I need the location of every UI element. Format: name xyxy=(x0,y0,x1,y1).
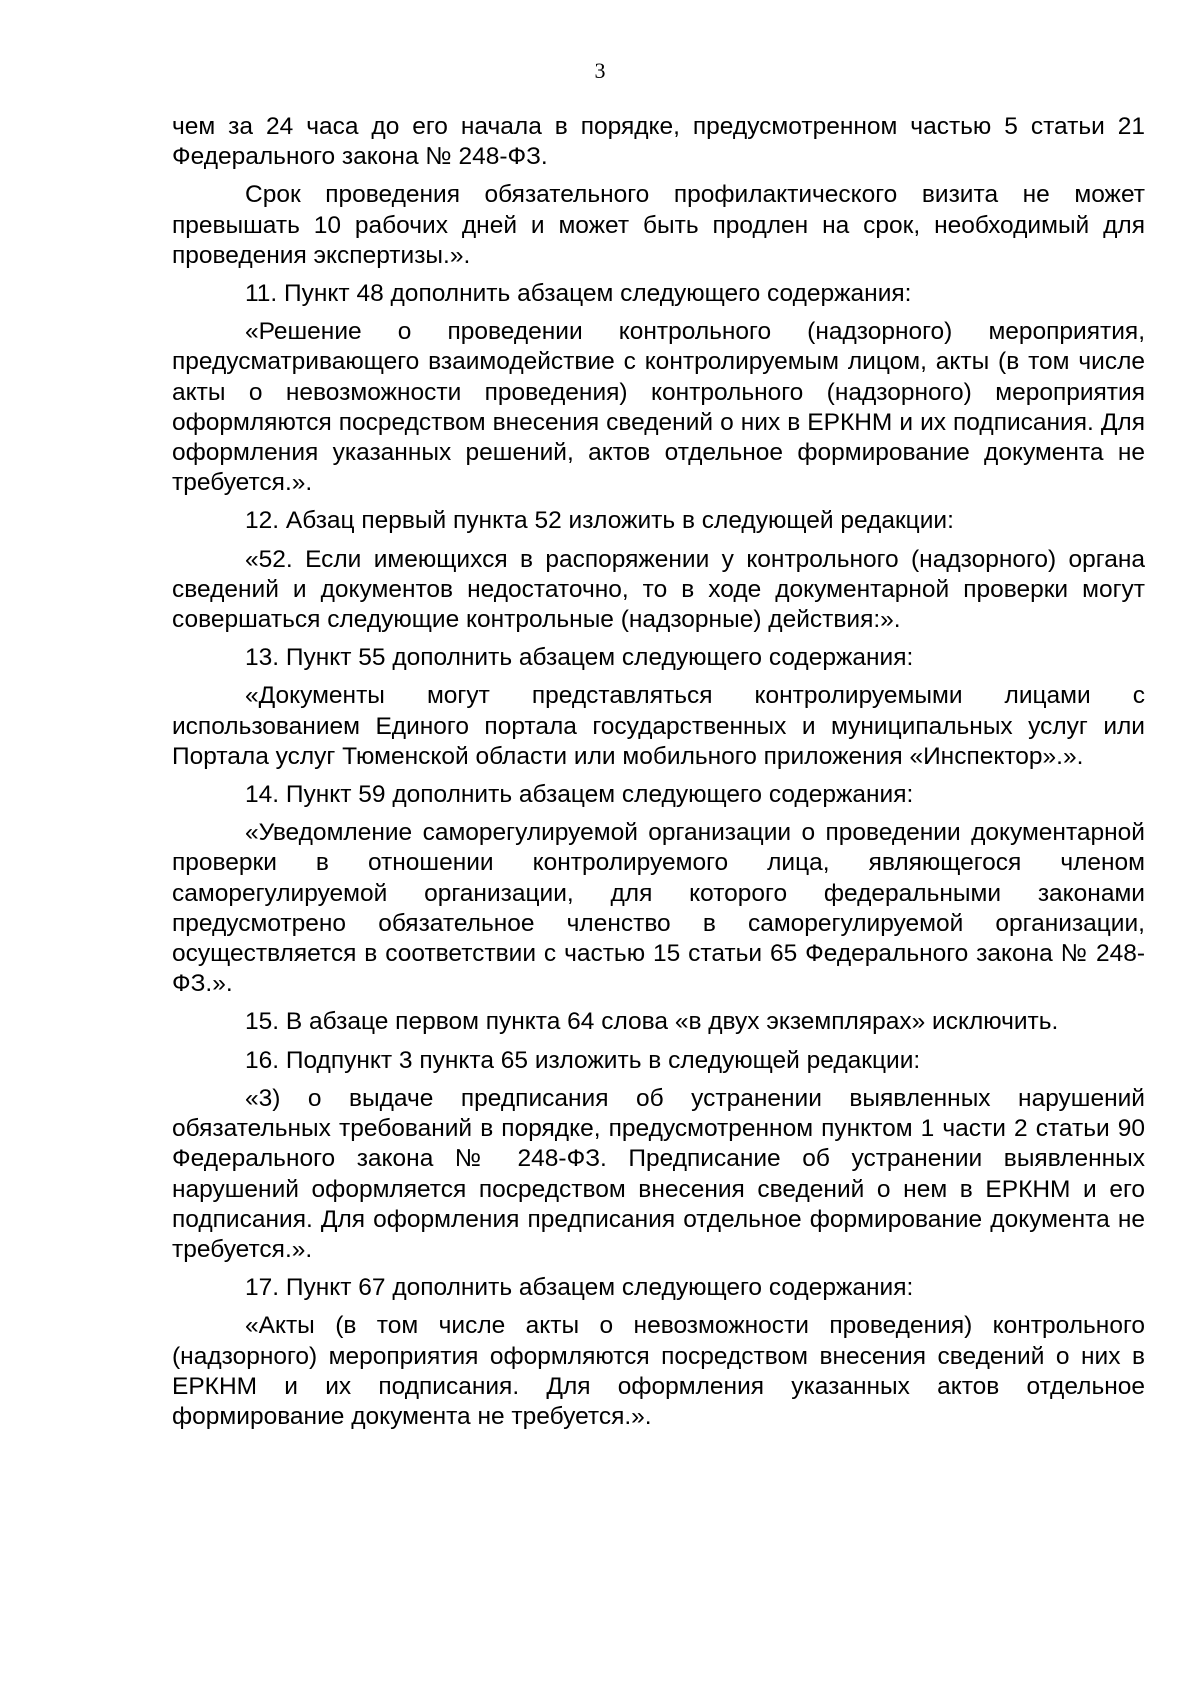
paragraph-item-13-text: «Документы могут представляться контролируемыми лицами с использованием Единого портала государственных и муниципальных услуг или Портала услуг Тюменской области или мобильного приложения «Инспектор».». xyxy=(172,682,1145,770)
paragraph-item-11: 11. Пункт 48 дополнить абзацем следующего содержания: xyxy=(245,280,912,308)
paragraph-item-12: 12. Абзац первый пункта 52 изложить в следующей редакции: xyxy=(245,507,954,535)
document-body xyxy=(172,112,1145,1440)
page-number: 3 xyxy=(594,58,606,83)
paragraph-item-17: 17. Пункт 67 дополнить абзацем следующего содержания: xyxy=(245,1274,914,1302)
paragraph-item-14: 14. Пункт 59 дополнить абзацем следующего содержания: xyxy=(245,781,914,809)
paragraph-item-13: 13. Пункт 55 дополнить абзацем следующего содержания: xyxy=(245,644,914,672)
paragraph-item-11-text: «Решение о проведении контрольного (надзорного) мероприятия, предусматривающего взаимодействие с контролируемым лицом, акты (в том числе акты о невозможности проведения) контрольного (надзорного) мероприятия оформляются посредством внесения сведений о них в ЕРКНМ и их подписания. Для оформления указанных решений, актов отдельное формирование документа не требуется.». xyxy=(172,318,1145,497)
paragraph-item-12-text: «52. Если имеющихся в распоряжении у контрольного (надзорного) органа сведений и документов недостаточно, то в ходе документарной проверки могут совершаться следующие контрольные (надзорные) действия:». xyxy=(172,545,1145,634)
paragraph-item-17-text: «Акты (в том числе акты о невозможности проведения) контрольного (надзорного) мероприятия оформляются посредством внесения сведений о них в ЕРКНМ и их подписания. Для оформления указанных актов отдельное формирование документа не требуется.». xyxy=(172,1312,1145,1430)
paragraph-item-16-text: «3) о выдаче предписания об устранении выявленных нарушений обязательных требований в порядке, предусмотренном пунктом 1 части 2 статьи 90 Федерального закона № 248-ФЗ. Предписание об устранении выявленных нарушений оформляется посредством внесения сведений о нем в ЕРКНМ и его подписания. Для оформления предписания отдельное формирование документа не требуется.». xyxy=(172,1084,1145,1263)
paragraph-item-15: 15. В абзаце первом пункта 64 слова «в двух экземплярах» исключить. xyxy=(245,1008,1059,1036)
paragraph-item-16: 16. Подпункт 3 пункта 65 изложить в следующей редакции: xyxy=(245,1046,921,1074)
paragraph-item-14-text: «Уведомление саморегулируемой организации о проведении документарной проверки в отношении контролируемого лица, являющегося членом саморегулируемой организации, для которого федеральными законами предусмотрено обязательное членство в саморегулируемой организации, осуществляется в соответствии с частью 15 статьи 65 Федерального закона № 248-ФЗ.». xyxy=(172,819,1145,998)
paragraph-continuation: чем за 24 часа до его начала в порядке, предусмотренном частью 5 статьи 21 Федерального закона № 248-ФЗ. xyxy=(172,113,1145,171)
paragraph-visit-duration: Срок проведения обязательного профилактического визита не может превышать 10 рабочих дней и может быть продлен на срок, необходимый для проведения экспертизы.». xyxy=(172,181,1145,269)
